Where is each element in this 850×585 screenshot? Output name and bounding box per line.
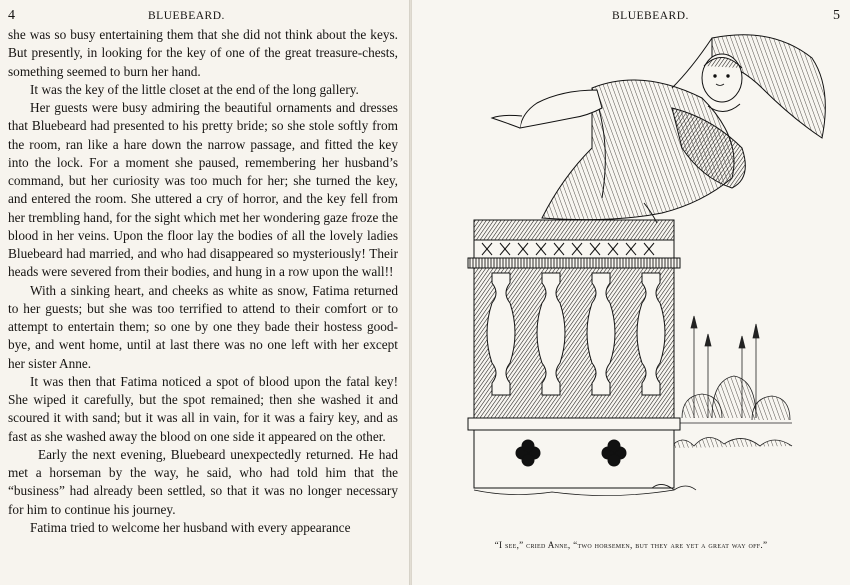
paragraph: With a sinking heart, and cheeks as white as snow, Fatima returned to her guests; but she was too terrified to attend to their comfort or to attempt to entertain them; so one by one they bade their hostess good-bye, and went home, until at last there was no one left with her except her sister Anne. (8, 282, 398, 371)
illustration-caption: “I see,” cried Anne, “two horsemen, but they are yet a great way off.” (494, 540, 768, 550)
left-page (0, 0, 409, 585)
balcony (468, 220, 680, 496)
body-text (8, 26, 398, 537)
figure-anne (492, 35, 825, 223)
page-number: 4 (8, 8, 15, 23)
paragraph: It was the key of the little closet at the end of the long gallery. (30, 81, 359, 97)
paragraph: Her guests were busy admiring the beautiful ornaments and dresses that Bluebeard had presented to his pretty bride; so she stole softly from the room, ran like a hare down the narrow passage, and fitted the key into the lock. For a moment she paused, remembering her husband’s command, but her curiosity was too much for her; she turned the key, and entered the room. She uttered a cry of horror, and the key fell from her trembling hand, for the sight which met her wondering gaze froze the blood in her veins. Upon the floor lay the bodies of all the lovely ladies Bluebeard had married, and who had disappeared so mysteriously! Their heads were severed from their bodies, and hung in a row upon the wall!! (8, 100, 398, 280)
right-page (412, 0, 850, 585)
paragraph: Fatima tried to welcome her husband with every appearance (30, 519, 351, 535)
paragraph: she was so busy entertaining them that she did not think about the keys. But presently, in looking for the key of one of the great treasure-chests, something seemed to burn her hand. (8, 27, 398, 79)
paragraph: It was then that Fatima noticed a spot of blood upon the fatal key! She wiped it carefully, but the spot remained; then she washed it and scoured it with sand; but it was all in vain, for it was a fairy key, and as fast as she washed away the blood on one side it appeared on the other. (8, 373, 398, 444)
running-head: BLUEBEARD. (148, 10, 225, 22)
balcony-illustration (412, 28, 850, 533)
running-head: BLUEBEARD. (612, 10, 689, 22)
paragraph: Early the next evening, Bluebeard unexpectedly returned. He had met a horseman by the way, he said, who had told him that the “business” had already been settled, so that it was no longer necessary for him to continue his journey. (8, 446, 398, 517)
page-number: 5 (833, 8, 840, 23)
city-skyline (670, 316, 792, 448)
